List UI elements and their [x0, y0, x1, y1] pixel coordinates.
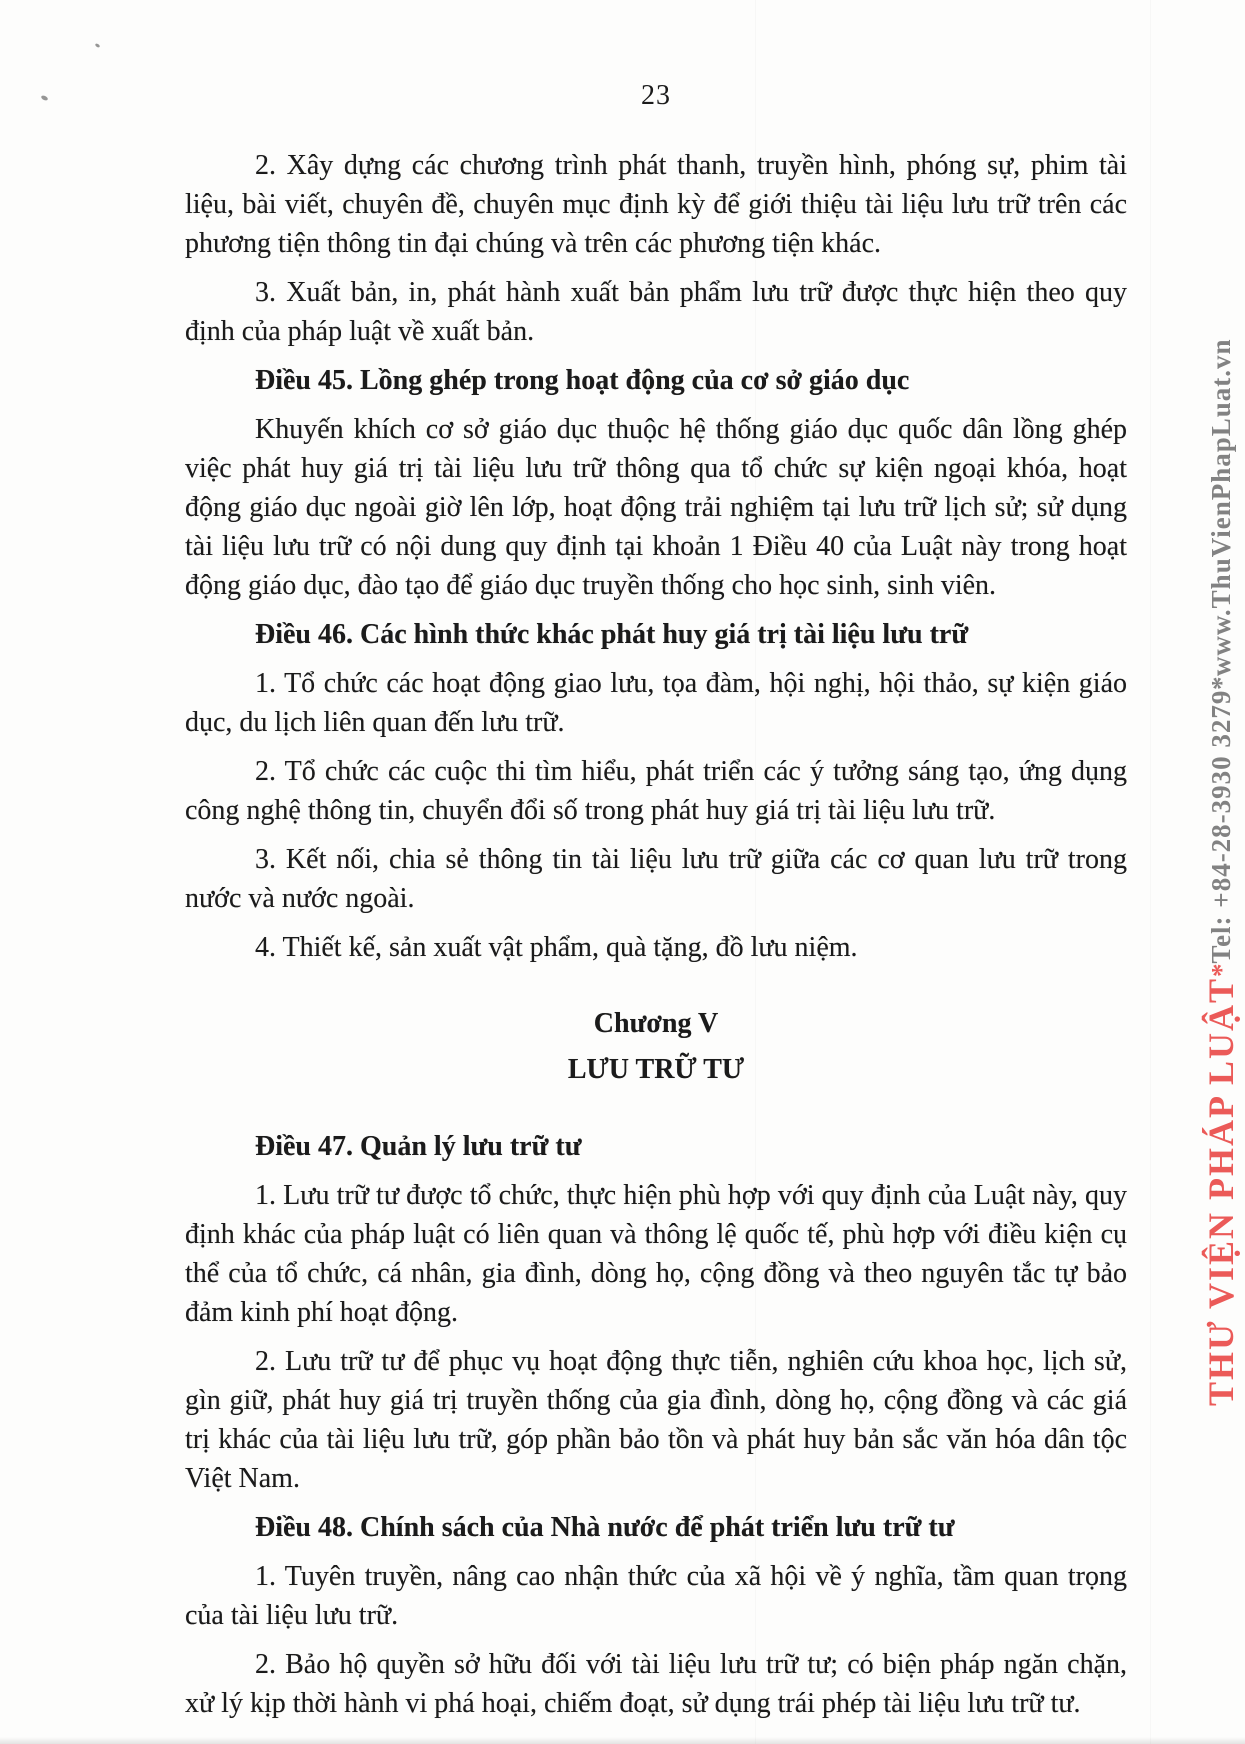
article-heading: Điều 45. Lồng ghép trong hoạt động của cơ sở giáo dục [255, 365, 910, 396]
page-number: 23 [641, 80, 671, 111]
paragraph: 1. Tổ chức các hoạt động giao lưu, tọa đàm, hội nghị, hội thảo, sự kiện giáo dục, du lịch liên quan đến lưu trữ. [185, 668, 1127, 738]
chapter-heading-line: Chương V [593, 1008, 719, 1039]
chapter-heading-line: LƯU TRỮ TƯ [567, 1054, 745, 1085]
watermark-telephone: Tel: +84-28-3930 3279 [1206, 689, 1236, 964]
article-heading: Điều 48. Chính sách của Nhà nước để phát triển lưu trữ tư [255, 1512, 955, 1543]
paragraph: 2. Bảo hộ quyền sở hữu đối với tài liệu lưu trữ tư; có biện pháp ngăn chặn, xử lý kịp thời hành vi phá hoại, chiếm đoạt, sử dụng trái phép tài liệu lưu trữ tư. [185, 1649, 1127, 1719]
paragraph: 2. Tổ chức các cuộc thi tìm hiểu, phát triển các ý tưởng sáng tạo, ứng dụng công nghệ thông tin, chuyển đổi số trong phát huy giá trị tài liệu lưu trữ. [185, 756, 1127, 826]
article-heading: Điều 46. Các hình thức khác phát huy giá trị tài liệu lưu trữ [255, 619, 969, 650]
article-heading: Điều 47. Quản lý lưu trữ tư [255, 1131, 582, 1162]
watermark-website: www.ThuVienPhapLuat.vn [1206, 338, 1236, 677]
paragraph: 3. Xuất bản, in, phát hành xuất bản phẩm lưu trữ được thực hiện theo quy định của pháp luật về xuất bản. [185, 277, 1127, 347]
scan-bottom-edge [0, 1737, 1245, 1744]
scan-speck [95, 43, 101, 48]
paragraph: 1. Lưu trữ tư được tổ chức, thực hiện phù hợp với quy định của Luật này, quy định khác của pháp luật có liên quan và thông lệ quốc tế, phù hợp với điều kiện cụ thể của tổ chức, cá nhân, gia đình, dòng họ, cộng đồng và theo nguyên tắc tự bảo đảm kinh phí hoạt động. [185, 1180, 1127, 1328]
paragraph: 1. Tuyên truyền, nâng cao nhận thức của xã hội về ý nghĩa, tầm quan trọng của tài liệu lưu trữ. [185, 1561, 1127, 1631]
watermark-brand-text: THƯ VIỆN PHÁP LUẬT [1201, 976, 1241, 1406]
watermark-separator: * [1206, 676, 1236, 690]
chapter-heading [185, 1001, 1127, 1093]
watermark-separator: * [1206, 963, 1236, 977]
scan-artifact-line [1150, 0, 1151, 1744]
document-body [185, 146, 1127, 1723]
watermark [1199, 328, 1243, 1406]
paragraph: Khuyến khích cơ sở giáo dục thuộc hệ thống giáo dục quốc dân lồng ghép việc phát huy giá trị tài liệu lưu trữ thông qua tổ chức sự kiện ngoại khóa, hoạt động giáo dục ngoài giờ lên lớp, hoạt động trải nghiệm tại lưu trữ lịch sử; sử dụng tài liệu lưu trữ có nội dung quy định tại khoản 1 Điều 40 của Luật này trong hoạt động giáo dục, đào tạo để giáo dục truyền thống cho học sinh, sinh viên. [185, 414, 1127, 601]
scan-speck [40, 95, 48, 102]
paragraph: 2. Lưu trữ tư để phục vụ hoạt động thực tiễn, nghiên cứu khoa học, lịch sử, gìn giữ, phát huy giá trị truyền thống của gia đình, dòng họ, cộng đồng và các giá trị khác của tài liệu lưu trữ, góp phần bảo tồn và phát huy bản sắc văn hóa dân tộc Việt Nam. [185, 1346, 1127, 1494]
paragraph: 2. Xây dựng các chương trình phát thanh, truyền hình, phóng sự, phim tài liệu, bài viết, chuyên đề, chuyên mục định kỳ để giới thiệu tài liệu lưu trữ trên các phương tiện thông tin đại chúng và trên các phương tiện khác. [185, 150, 1127, 259]
paragraph: 4. Thiết kế, sản xuất vật phẩm, quà tặng, đồ lưu niệm. [255, 932, 858, 963]
paragraph: 3. Kết nối, chia sẻ thông tin tài liệu lưu trữ giữa các cơ quan lưu trữ trong nước và nước ngoài. [185, 844, 1127, 914]
